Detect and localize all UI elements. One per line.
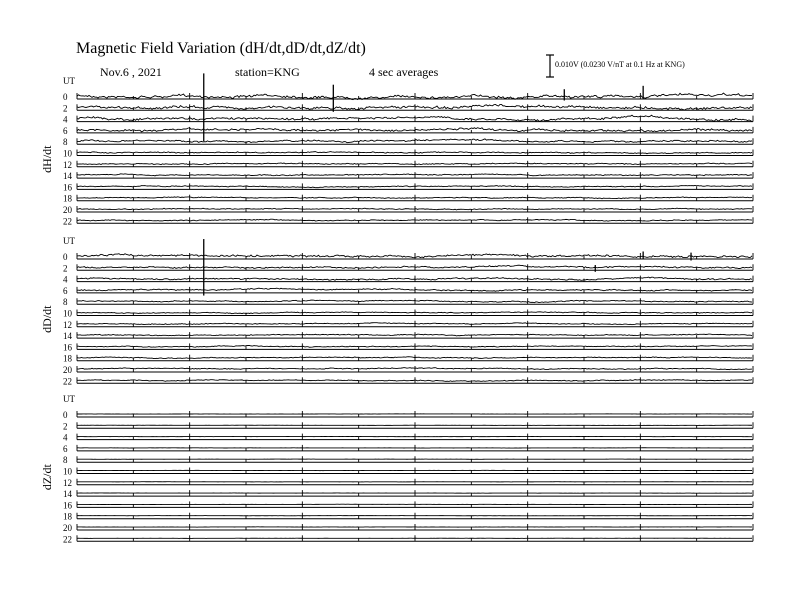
signal-trace bbox=[77, 185, 752, 187]
panel-dzdt bbox=[40, 394, 753, 544]
signal-trace bbox=[77, 357, 752, 359]
row-hour-label: 8 bbox=[63, 137, 68, 148]
row-hour-label: 22 bbox=[63, 216, 72, 227]
signal-trace bbox=[77, 265, 752, 268]
row-hour-label: 10 bbox=[63, 308, 72, 319]
signal-trace bbox=[77, 300, 752, 303]
signal-trace bbox=[77, 128, 752, 132]
row-hour-label: 22 bbox=[63, 534, 72, 545]
chart-title: Magnetic Field Variation (dH/dt,dD/dt,dZ/dt) bbox=[76, 40, 366, 57]
signal-trace bbox=[77, 368, 752, 370]
row-hour-label: 12 bbox=[63, 477, 72, 488]
row-hour-label: 8 bbox=[63, 455, 68, 466]
row-hour-label: 20 bbox=[63, 523, 72, 533]
signal-trace bbox=[77, 254, 752, 258]
panel-ylabel: dD/dt bbox=[40, 305, 54, 333]
scale-bar bbox=[546, 55, 554, 77]
signal-trace bbox=[77, 208, 752, 210]
signal-trace bbox=[77, 219, 752, 221]
signal-trace bbox=[77, 323, 752, 325]
row-hour-label: 18 bbox=[63, 353, 72, 364]
row-hour-label: 6 bbox=[63, 443, 68, 454]
signal-trace bbox=[77, 163, 752, 165]
row-hour-label: 0 bbox=[63, 410, 68, 420]
ut-axis-label: UT bbox=[63, 236, 75, 246]
signal-trace bbox=[77, 115, 752, 121]
row-hour-label: 22 bbox=[63, 376, 72, 387]
row-hour-label: 6 bbox=[63, 125, 68, 136]
row-hour-label: 14 bbox=[63, 171, 72, 182]
row-hour-label: 6 bbox=[63, 285, 68, 296]
row-hour-label: 2 bbox=[63, 103, 68, 114]
ut-axis-label: UT bbox=[63, 394, 75, 404]
row-hour-label: 12 bbox=[63, 159, 72, 170]
row-hour-label: 14 bbox=[63, 489, 72, 500]
scale-bar-label: 0.010V (0.0230 V/nT at 0.1 Hz at KNG) bbox=[555, 60, 685, 69]
row-hour-label: 4 bbox=[63, 114, 68, 125]
signal-trace bbox=[77, 139, 752, 143]
station-label: station=KNG bbox=[235, 65, 300, 79]
row-hour-label: 18 bbox=[63, 193, 72, 204]
row-hour-label: 16 bbox=[63, 182, 72, 193]
row-hour-label: 2 bbox=[63, 263, 68, 274]
ut-axis-label: UT bbox=[63, 76, 75, 86]
signal-trace bbox=[77, 104, 752, 110]
signal-trace bbox=[77, 334, 752, 336]
signal-trace bbox=[77, 312, 752, 314]
row-hour-label: 12 bbox=[63, 319, 72, 330]
row-hour-label: 10 bbox=[63, 148, 72, 159]
panel-dhdt bbox=[40, 73, 753, 226]
row-hour-label: 0 bbox=[63, 252, 68, 262]
averaging-label: 4 sec averages bbox=[369, 65, 439, 79]
signal-trace bbox=[77, 152, 752, 154]
panel-dddt bbox=[40, 236, 753, 386]
row-hour-label: 8 bbox=[63, 297, 68, 308]
row-hour-label: 4 bbox=[63, 274, 68, 285]
row-hour-label: 16 bbox=[63, 500, 72, 511]
panel-ylabel: dH/dt bbox=[40, 145, 54, 173]
signal-trace bbox=[77, 380, 752, 382]
row-hour-label: 20 bbox=[63, 205, 72, 215]
signal-trace bbox=[77, 277, 752, 280]
date-label: Nov.6 , 2021 bbox=[100, 65, 162, 79]
signal-trace bbox=[77, 197, 752, 199]
row-hour-label: 18 bbox=[63, 511, 72, 522]
signal-trace bbox=[77, 174, 752, 176]
signal-trace bbox=[77, 288, 752, 291]
row-hour-label: 10 bbox=[63, 466, 72, 477]
signal-trace bbox=[77, 345, 752, 347]
row-hour-label: 20 bbox=[63, 365, 72, 375]
row-hour-label: 0 bbox=[63, 92, 68, 102]
row-hour-label: 2 bbox=[63, 421, 68, 432]
row-hour-label: 4 bbox=[63, 432, 68, 443]
row-hour-label: 14 bbox=[63, 331, 72, 342]
row-hour-label: 16 bbox=[63, 342, 72, 353]
panel-ylabel: dZ/dt bbox=[40, 464, 54, 491]
